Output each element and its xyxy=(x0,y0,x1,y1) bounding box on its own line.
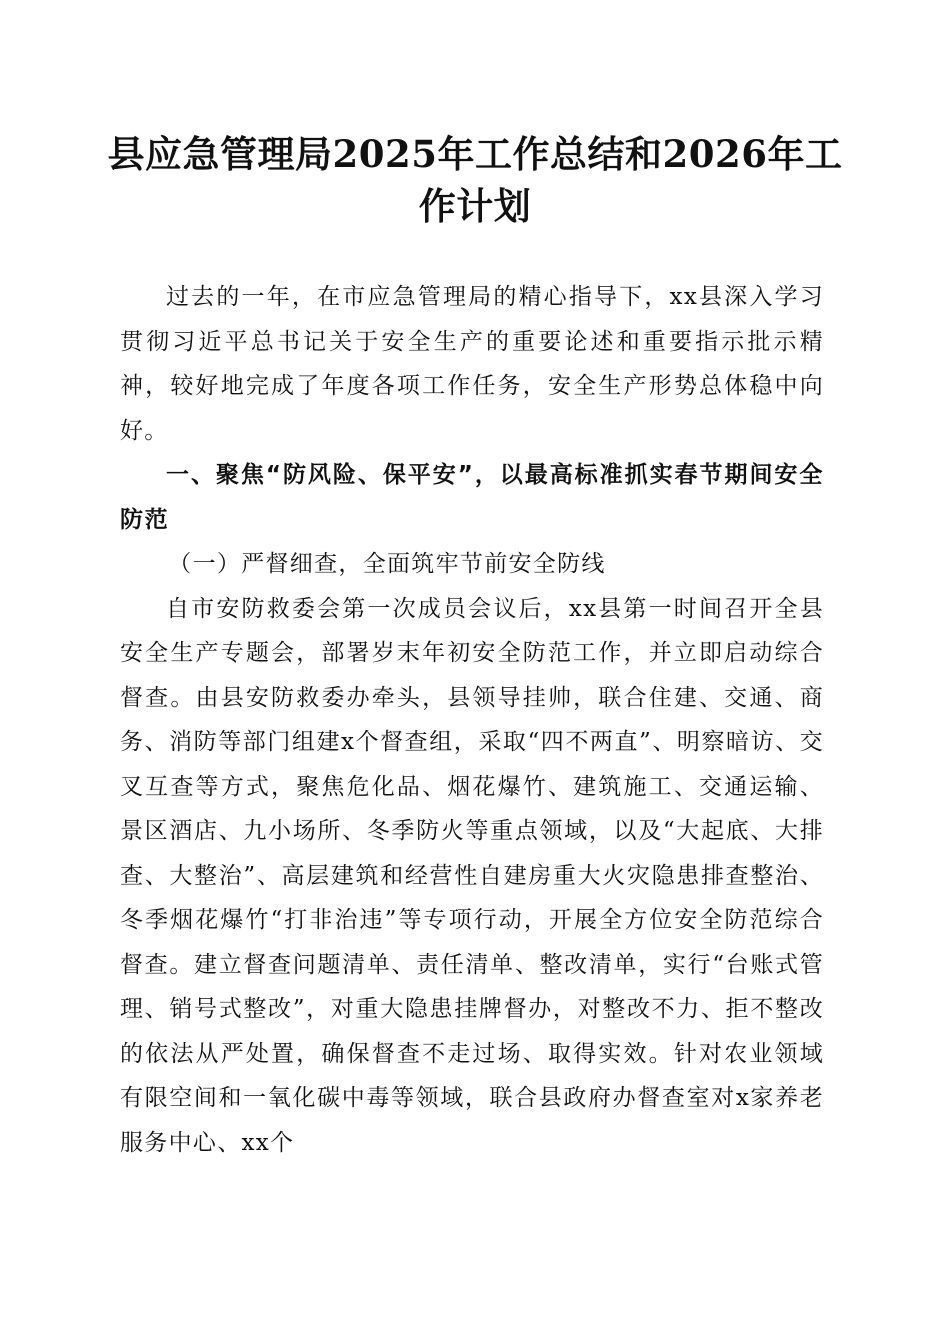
subsection-heading: （一）严督细查，全面筑牢节前安全防线 xyxy=(168,551,606,577)
body-paragraph: 自市安防救委会第一次成员会议后，xx县第一时间召开全县安全生产专题会，部署岁末年初安全防范工作，并立即启动综合督查。由县安防救委办牵头，县领导挂帅，联合住建、交通、商务、消防等部门组建x个督查组，采取“四不两直”、明察暗访、交叉互查等方式，聚焦危化品、烟花爆竹、建筑施工、交通运输、景区酒店、九小场所、冬季防火等重点领域，以及“大起底、大排查、大整治”、高层建筑和经营性自建房重大火灾隐患排查整治、冬季烟花爆竹“打非治违”等专项行动，开展全方位安全防范综合督查。建立督查问题清单、责任清单、整改清单，实行“台账式管理、销号式整改”，对重大隐患挂牌督办，对整改不力、拒不整改的依法从严处置，确保督查不走过场、取得实效。针对农业领域有限空间和一氧化碳中毒等领域，联合县政府办督查室对x家养老服务中心、xx个 xyxy=(120,595,824,1156)
section-heading: 一、聚焦“防风险、保平安”，以最高标准抓实春节期间安全防范 xyxy=(120,462,824,533)
document-title: 县应急管理局2025年工作总结和2026年工作计划 xyxy=(107,132,843,228)
document-body xyxy=(120,275,824,1165)
intro-paragraph: 过去的一年，在市应急管理局的精心指导下，xx县深入学习贯彻习近平总书记关于安全生产的重要论述和重要指示批示精神，较好地完成了年度各项工作任务，安全生产形势总体稳中向好。 xyxy=(120,284,824,444)
